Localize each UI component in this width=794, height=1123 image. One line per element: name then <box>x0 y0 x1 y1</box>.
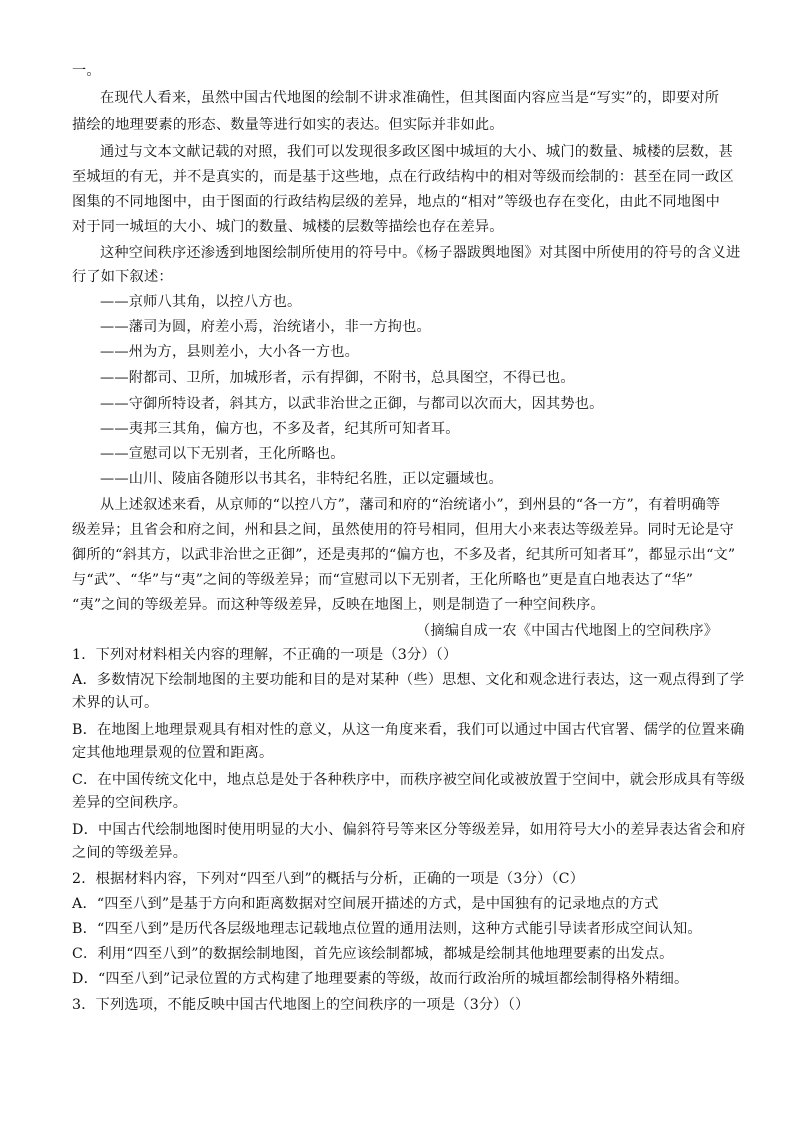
question-line: 差异的空间秩序。 <box>72 795 188 811</box>
quote-line: ——宣慰司以下无别者，王化所略也。 <box>100 446 345 462</box>
question-line: 术界的认可。 <box>72 695 159 711</box>
passage-line: 图集的不同地图中，由于图面的行政结构层级的差异，地点的“相对”等级也存在变化，由此不同地图中 <box>72 194 720 210</box>
question-line: B．“四至八到”是历代各层级地理志记载地点位置的通用法则，这种方式能引导读者形成空间认知。 <box>72 921 702 937</box>
passage-line: 至城垣的有无，并不是真实的，而是基于这些地，点在行政结构中的相对等级而绘制的：甚至在同一政区 <box>72 169 734 185</box>
question-line: A．“四至八到”是基于方向和距离数据对空间展开描述的方式，是中国独有的记录地点的方式 <box>72 896 659 912</box>
question-line: 之间的等级差异。 <box>72 845 188 861</box>
question-line: A．多数情况下绘制地图的主要功能和目的是对某种（些）思想、文化和观念进行表达，这一观点得到了学 <box>72 672 745 688</box>
analysis-line: 与“武”、“华”与“夷”之间的等级差异；而“宣慰司以下无别者，王化所略也”更是直白地表达了“华” <box>72 572 694 588</box>
source-citation: （摘编自成一农《中国古代地图上的空间秩序》 <box>416 623 719 639</box>
analysis-line: 从上述叙述来看，从京师的“以控八方”，藩司和府的“治统诸小”，到州县的“各一方”，有着明确等 <box>100 497 721 513</box>
passage-line: 这种空间秩序还渗透到地图绘制所使用的符号中。《杨子器跋舆地图》对其图中所使用的符号的含义进 <box>100 245 741 261</box>
passage-line: 描绘的地理要素的形态、数量等进行如实的表达。但实际并非如此。 <box>72 117 504 133</box>
quote-line: ——守御所特设者，斜其方，以武非治世之正御，与都司以次而大，因其势也。 <box>100 396 604 412</box>
quote-line: ——州为方，县则差小，大小各一方也。 <box>100 344 359 360</box>
quote-line: ——山川、陵庙各随形以书其名，非特纪名胜，正以定疆域也。 <box>100 471 503 487</box>
passage-line: 对于同一城垣的大小、城门的数量、城楼的层数等描绘也存在差异。 <box>72 219 504 235</box>
passage-line: 通过与文本文献记载的对照，我们可以发现很多政区图中城垣的大小、城门的数量、城楼的层数，甚 <box>100 144 734 160</box>
question-line: D．“四至八到”记录位置的方式构建了地理要素的等级，故而行政治所的城垣都绘制得格外精细。 <box>72 971 689 987</box>
question-line: 3．下列选项，不能反映中国古代地图上的空间秩序的一项是（3分）（） <box>72 997 530 1013</box>
question-line: 1．下列对材料相关内容的理解，不正确的一项是（3分）（） <box>72 647 458 663</box>
question-line: C．利用“四至八到”的数据绘制地图，首先应该绘制都城，都城是绘制其他地理要素的出发点。 <box>72 946 674 962</box>
quote-line: ——京师八其角，以控八方也。 <box>100 294 302 310</box>
question-line: 2．根据材料内容，下列对“四至八到”的概括与分析，正确的一项是（3分）（C） <box>72 871 585 887</box>
question-line: 定其他地理景观的位置和距离。 <box>72 745 274 761</box>
passage-line: 一。 <box>72 63 101 79</box>
quote-line: ——藩司为圆，府差小焉，治统诸小，非一方拘也。 <box>100 319 431 335</box>
quote-line: ——附都司、卫所，加城形者，示有捍御，不附书，总具图空，不得已也。 <box>100 370 575 386</box>
analysis-line: 级差异；且省会和府之间，州和县之间，虽然使用的符号相同，但用大小来表达等级差异。同时无论是守 <box>72 522 734 538</box>
question-line: C．在中国传统文化中，地点总是处于各种秩序中，而秩序被空间化或被放置于空间中，就会形成具有等级 <box>72 772 745 788</box>
analysis-line: “夷”之间的等级差异。而这种等级差异，反映在地图上，则是制造了一种空间秩序。 <box>72 597 605 613</box>
passage-line: 在现代人看来，虽然中国古代地图的绘制不讲求准确性，但其图面内容应当是“写实”的，即要对所 <box>100 90 720 106</box>
quote-line: ——夷邦三其角，偏方也，不多及者，纪其所可知者耳。 <box>100 421 460 437</box>
question-line: B．在地图上地理景观具有相对性的意义，从这一角度来看，我们可以通过中国古代官署、儒学的位置来确 <box>72 722 745 738</box>
analysis-line: 御所的“斜其方，以武非治世之正御”，还是夷邦的“偏方也，不多及者，纪其所可知者耳”，都显示出“文” <box>72 547 736 563</box>
question-line: D．中国古代绘制地图时使用明显的大小、偏斜符号等来区分等级差异，如用符号大小的差异表达省会和府 <box>72 822 746 838</box>
passage-line: 行了如下叙述： <box>72 269 173 285</box>
